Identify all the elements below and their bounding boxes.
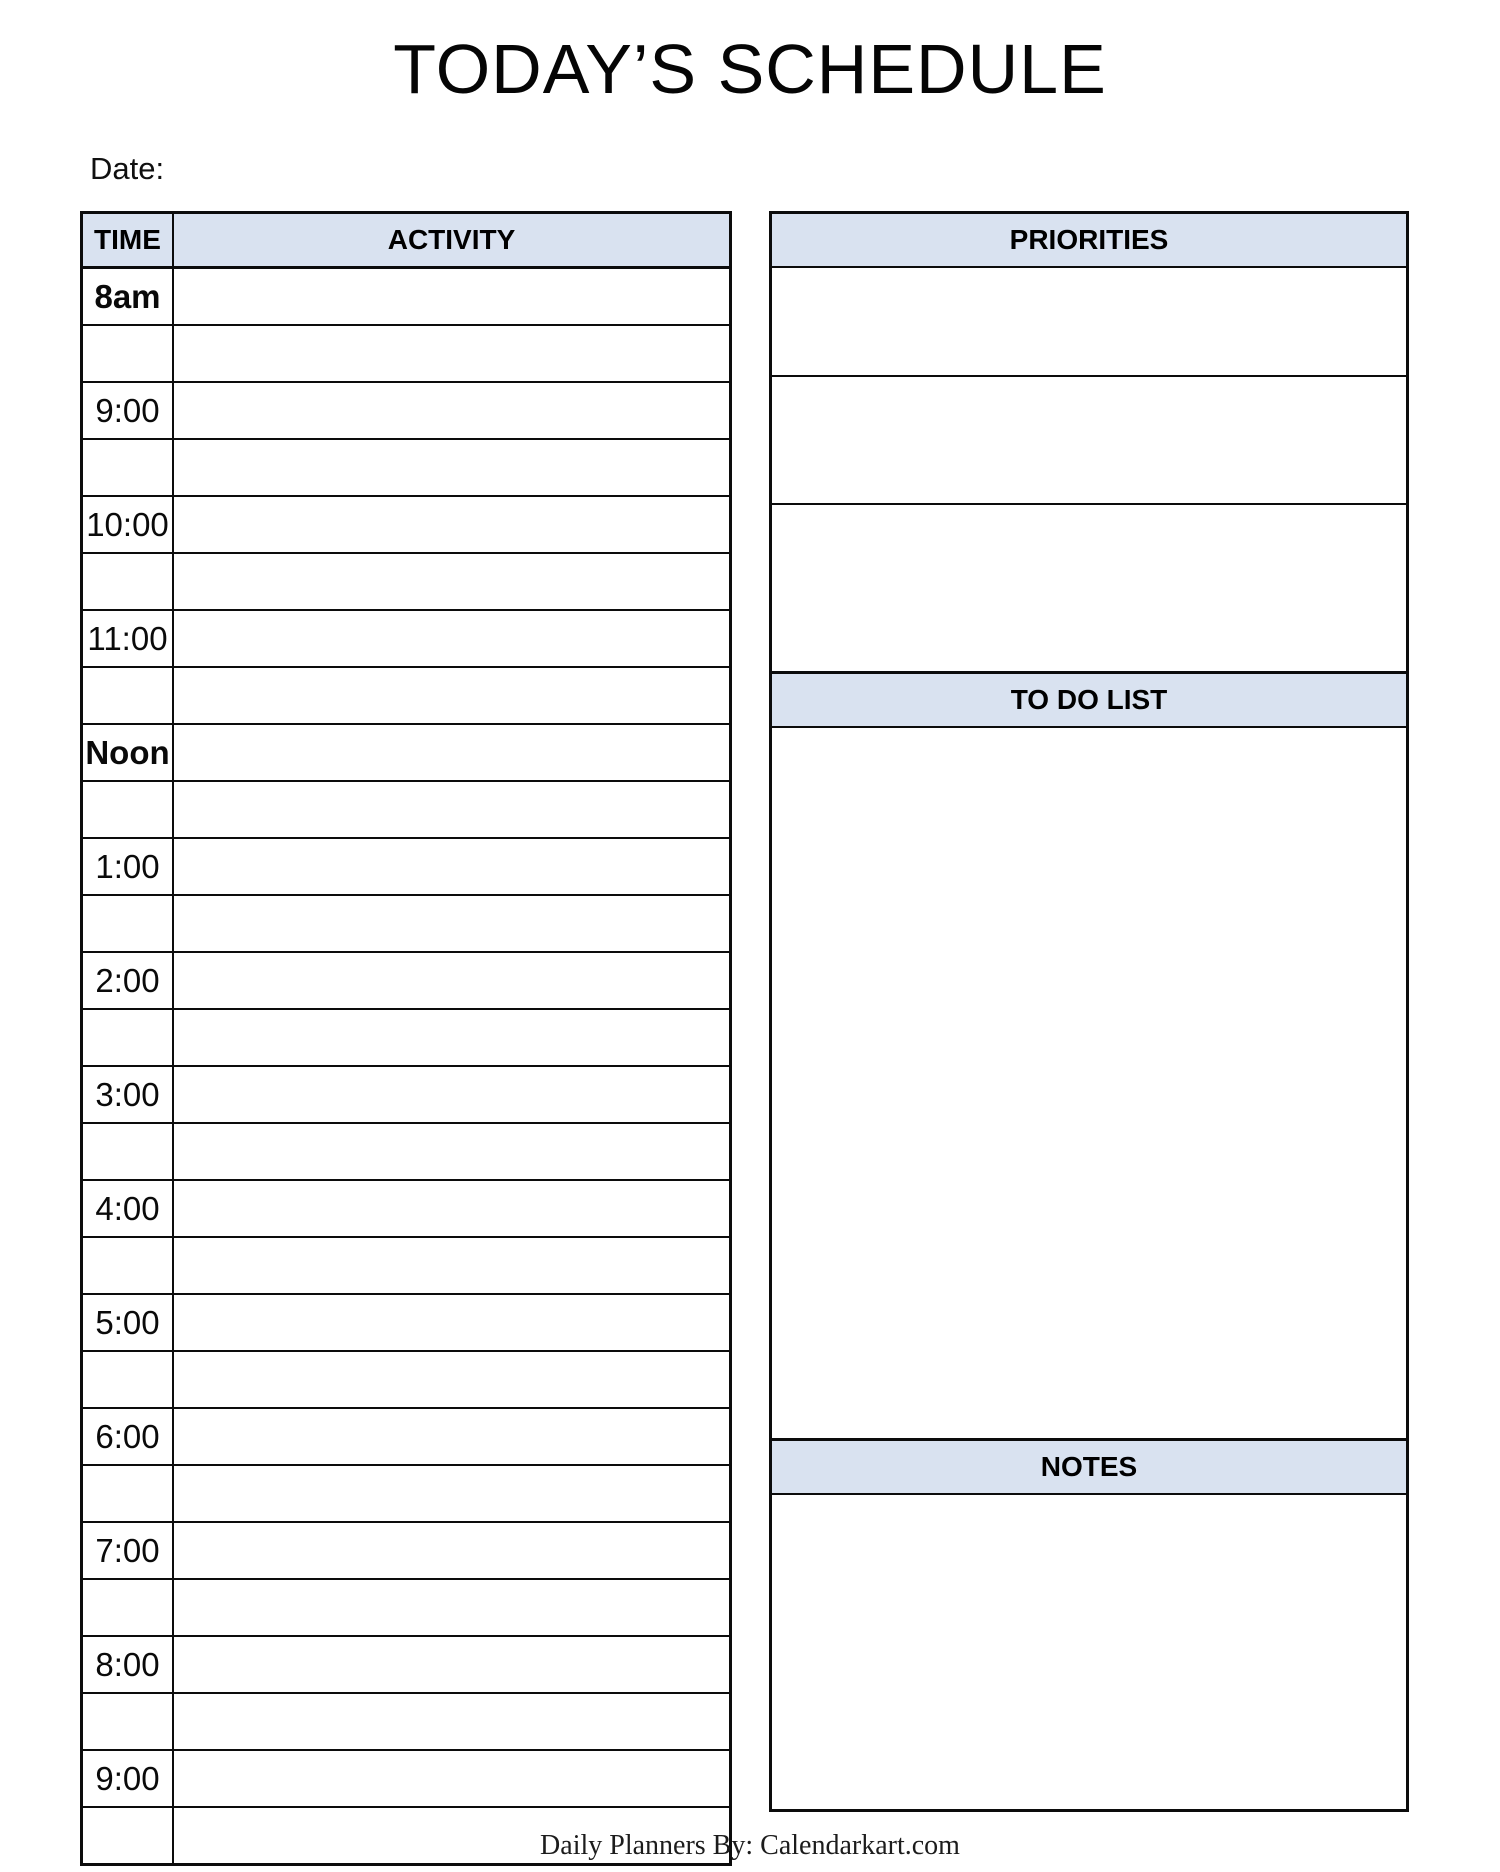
page-title: TODAY’S SCHEDULE [393,30,1107,108]
activity-cell[interactable] [173,1066,731,1123]
time-empty-cell[interactable] [82,1237,174,1294]
schedule-row [82,895,731,952]
schedule-row [82,1180,731,1237]
time-empty-cell[interactable] [82,553,174,610]
activity-cell[interactable] [173,1522,731,1579]
time-empty-cell[interactable] [82,781,174,838]
activity-cell[interactable] [173,1180,731,1237]
time-empty-cell[interactable] [82,1351,174,1408]
time-label-cell: 7:00 [82,1522,174,1579]
schedule-row [82,724,731,781]
activity-cell[interactable] [173,496,731,553]
schedule-row [82,1351,731,1408]
time-label-cell: 4:00 [82,1180,174,1237]
schedule-row [82,325,731,382]
time-empty-cell[interactable] [82,439,174,496]
schedule-row [82,553,731,610]
activity-cell[interactable] [173,1294,731,1351]
schedule-row [82,382,731,439]
activity-cell[interactable] [173,1237,731,1294]
activity-cell[interactable] [173,1750,731,1807]
schedule-row [82,439,731,496]
time-label-cell: 8am [82,268,174,326]
activity-cell[interactable] [173,610,731,667]
schedule-header-row [82,213,731,268]
schedule-row [82,781,731,838]
activity-cell[interactable] [173,1579,731,1636]
schedule-row [82,1009,731,1066]
time-empty-cell[interactable] [82,1465,174,1522]
time-empty-cell[interactable] [82,895,174,952]
schedule-row [82,1066,731,1123]
time-empty-cell[interactable] [82,325,174,382]
time-label-cell: Noon [82,724,174,781]
schedule-table [80,211,732,1866]
priority-row[interactable] [772,268,1406,377]
schedule-row [82,1408,731,1465]
time-label-cell: 1:00 [82,838,174,895]
schedule-row [82,1294,731,1351]
time-label-cell: 6:00 [82,1408,174,1465]
priority-row[interactable] [772,377,1406,505]
schedule-row [82,1636,731,1693]
activity-cell[interactable] [173,724,731,781]
schedule-row [82,952,731,1009]
activity-cell[interactable] [173,667,731,724]
schedule-row [82,1693,731,1750]
time-empty-cell[interactable] [82,1009,174,1066]
activity-cell[interactable] [173,382,731,439]
time-label-cell: 11:00 [82,610,174,667]
activity-cell[interactable] [173,1636,731,1693]
todo-header: TO DO LIST [772,671,1406,728]
time-label-cell: 5:00 [82,1294,174,1351]
activity-cell[interactable] [173,838,731,895]
date-label: Date: [90,151,165,186]
priorities-rows [772,268,1406,671]
time-label-cell: 8:00 [82,1636,174,1693]
right-panel [769,211,1409,1812]
time-column-header: TIME [82,213,174,268]
schedule-row [82,496,731,553]
activity-cell[interactable] [173,895,731,952]
activity-cell[interactable] [173,1465,731,1522]
notes-box[interactable] [772,1495,1406,1809]
activity-cell[interactable] [173,1009,731,1066]
activity-cell[interactable] [173,1408,731,1465]
schedule-row [82,667,731,724]
schedule-row [82,1123,731,1180]
schedule-row [82,268,731,326]
time-label-cell: 10:00 [82,496,174,553]
notes-header: NOTES [772,1438,1406,1495]
time-empty-cell[interactable] [82,667,174,724]
time-label-cell: 3:00 [82,1066,174,1123]
schedule-row [82,1465,731,1522]
activity-cell[interactable] [173,952,731,1009]
activity-cell[interactable] [173,325,731,382]
activity-cell[interactable] [173,268,731,326]
priority-row[interactable] [772,505,1406,671]
activity-cell[interactable] [173,781,731,838]
time-label-cell: 2:00 [82,952,174,1009]
todo-list-box[interactable] [772,728,1406,1438]
time-label-cell: 9:00 [82,382,174,439]
schedule-row [82,1750,731,1807]
date-line [90,152,474,186]
date-field[interactable] [174,152,474,186]
activity-column-header: ACTIVITY [173,213,731,268]
priorities-header: PRIORITIES [772,214,1406,268]
schedule-row [82,1579,731,1636]
activity-cell[interactable] [173,1123,731,1180]
time-empty-cell[interactable] [82,1123,174,1180]
footer-credit: Daily Planners By: Calendarkart.com [540,1830,960,1861]
activity-cell[interactable] [173,553,731,610]
time-empty-cell[interactable] [82,1579,174,1636]
schedule-row [82,838,731,895]
schedule-row [82,1522,731,1579]
activity-cell[interactable] [173,1693,731,1750]
schedule-row [82,610,731,667]
time-label-cell: 9:00 [82,1750,174,1807]
schedule-row [82,1237,731,1294]
activity-cell[interactable] [173,1351,731,1408]
activity-cell[interactable] [173,439,731,496]
time-empty-cell[interactable] [82,1693,174,1750]
